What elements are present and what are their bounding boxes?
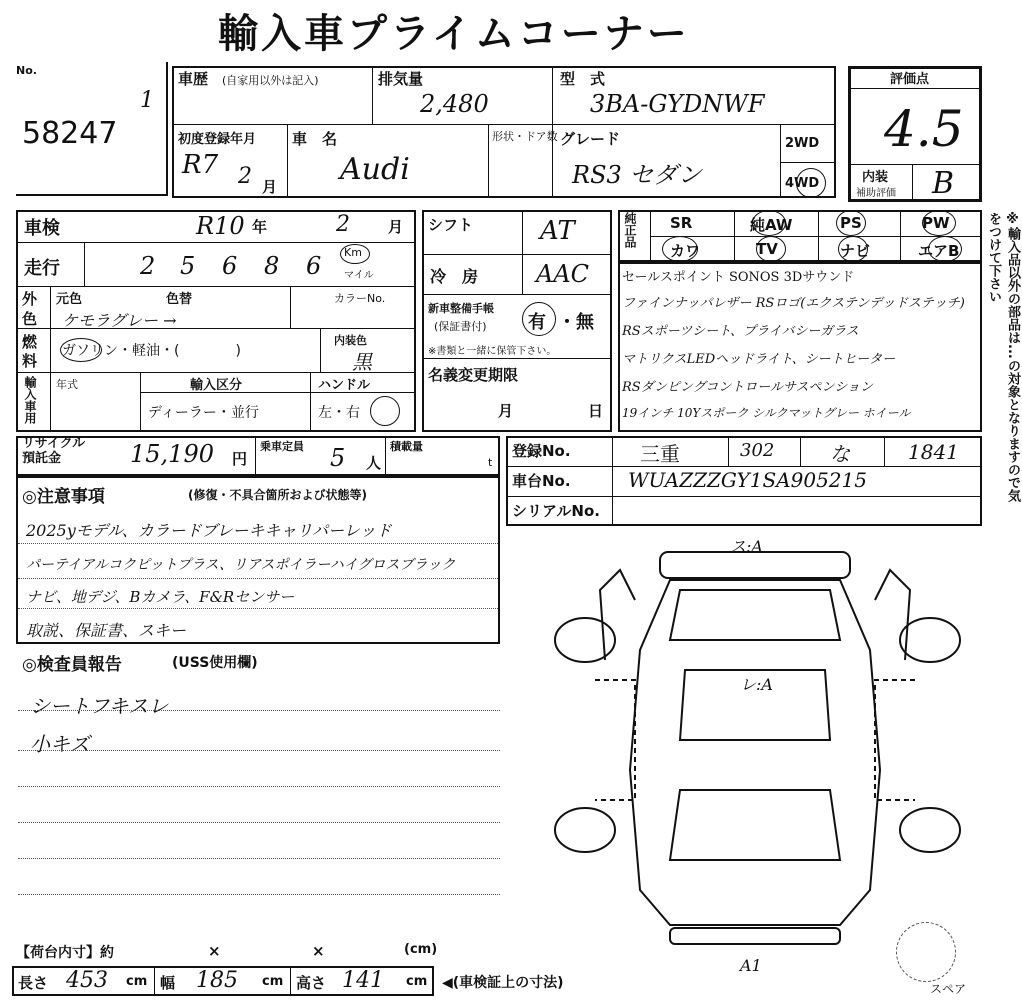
displacement-value: 2,480 [420,90,489,118]
mileage-d2: 5 [180,252,196,280]
chassis-label: 車台No. [512,472,571,490]
serial-label: シリアルNo. [512,502,600,520]
reg-class: 302 [740,440,775,461]
repaint-label: 色替 [166,292,193,307]
wheel-rear-left [555,808,615,852]
sales-line-6: 19インチ 10Yスポーク シルクマットグレー ホイール [622,406,911,420]
ac-value: AAC [536,260,590,288]
drive-4wd: 4WD [785,176,820,191]
color-label-1: 外 [22,290,38,308]
width-unit: cm [262,974,284,989]
drive-2wd: 2WD [785,136,820,151]
recycle-label: リサイクル預託金 [22,436,86,466]
manual-note: ※書類と一緒に保管下さい。 [428,346,557,357]
first-reg-month: 2 [238,164,252,189]
note-line-3: ナビ、地デジ、Bカメラ、F&Rセンサー [26,588,295,606]
equip-airbag: エアB [918,242,960,260]
diagram-bottom-note: A1 [740,956,762,975]
mile-label: マイル [344,270,374,281]
sales-line-2: ファインナッパレザー RSロゴ(エクステンデッドステッチ) [622,296,965,311]
mileage-d3: 6 [222,252,238,280]
year-unit: 年 [252,218,268,236]
mileage-d1: 2 [140,252,156,280]
windshield [670,590,840,640]
dimensions-note: ◀(車検証上の寸法) [442,975,564,991]
score-value: 4.5 [884,100,964,158]
sales-line-3: RSスポーツシート、プライバシーガラス [622,324,859,339]
reg-kana: な [830,442,850,466]
height-label: 高さ [296,974,327,992]
lot-suffix: 1 [140,88,154,113]
recycle-unit: 円 [232,450,248,468]
width-label: 幅 [160,974,176,992]
equip-circle-5 [756,236,786,262]
fuel-value: ガソリン・軽油・( ) [62,343,241,359]
manual-no: ・無 [558,312,594,333]
note-line-2: パーテイアルコクピットプラス、リアスポイラーハイグロスブラック [26,557,456,573]
cargo-x1: × [208,942,221,960]
mirror-right [875,570,910,660]
equip-circle-3 [836,210,866,236]
door-right [875,680,915,800]
spare-tire-icon [896,922,956,982]
cargo-label: 【荷台内寸】約 [16,945,114,961]
equip-aw: 純AW [750,216,793,234]
equip-navi: ナビ [840,242,871,260]
history-label: 車歴 [178,70,209,88]
rear-window [670,790,840,860]
manual-yes: 有 [528,312,546,333]
handle-value: 左・右 [318,405,360,421]
equip-leather: カワ [670,242,701,260]
equip-pw: PW [922,214,950,232]
grade-value: RS3 セダン [572,161,702,189]
notes-sub: (修復・不具合箇所および状態等) [188,488,367,502]
shift-label: シフト [428,216,474,234]
mirror-left [600,570,635,660]
lot-number: 58247 [22,116,118,151]
mileage-label: 走行 [24,258,60,279]
reg-num: 1841 [908,440,959,464]
bumper-rear [670,928,840,944]
name-change-month: 月 [498,402,514,420]
load-unit: t [488,456,493,469]
equip-circle-7 [928,236,962,262]
name-change-day: 日 [588,402,604,420]
wheel-front-left [555,618,615,662]
note-line-1: 2025yモデル、カラードブレーキキャリパーレッド [26,521,392,540]
interior-value: B [932,166,955,201]
equip-circle-6 [838,236,871,262]
car-name-value: Audi [340,152,410,187]
mileage-d4: 8 [264,252,280,280]
shaken-label: 車検 [24,218,60,239]
displacement-label: 排気量 [378,70,424,88]
shape-label: 形状・ドア数 [492,130,558,143]
equip-sr: SR [670,214,693,232]
model-value: 3BA-GYDNWF [590,90,765,118]
reg-label: 登録No. [512,442,571,460]
first-reg-label: 初度登録年月 [178,132,257,147]
length-unit: cm [126,974,148,989]
model-year-label: 年式 [56,378,78,391]
interior-sub: 補助評価 [856,188,896,199]
cargo-cm: (cm) [404,942,438,957]
inspector-line-2: 小キズ [30,732,90,756]
side-note: ※輸入品以外の部品は...の対象となりますので気をつけて下さい [986,212,1020,502]
int-color-label: 内装色 [334,334,367,347]
shift-value: AT [540,216,575,246]
fuel-circle [60,338,102,362]
height-value: 141 [342,968,384,993]
grade-label: グレード [560,130,621,148]
drive-4wd-circle [796,168,826,198]
spare-label: スペア [930,982,967,996]
equip-ps: PS [840,214,862,232]
inspector-label: ◎検査員報告 [22,655,122,675]
first-reg-era: R7 [182,150,219,180]
name-change-label: 名義変更期限 [428,366,519,384]
mileage-d5: 6 [306,252,322,280]
ac-label: 冷 房 [430,267,479,286]
orig-color-label: 元色 [56,292,83,307]
inspector-line-1: シートフキスレ [30,694,169,718]
interior-label: 内装 [862,170,889,185]
length-value: 453 [66,968,108,993]
month-unit: 月 [262,178,278,196]
equip-tv: TV [756,240,778,258]
manual-yes-circle [522,302,556,336]
manual-sub: (保証書付) [434,320,487,333]
handle-label: ハンドル [318,378,371,393]
reg-pref: 三重 [640,442,680,466]
car-name-label: 車 名 [292,130,338,148]
height-unit: cm [406,974,428,989]
fuel-label-1: 燃 [22,333,38,351]
car-body [630,580,880,925]
shaken-month: 2 [336,212,350,237]
inspector-sub: (USS使用欄) [172,655,258,671]
chassis-value: WUAZZZGY1SA905215 [628,468,867,492]
note-line-4: 取説、保証書、スキー [26,621,187,640]
length-label: 長さ [18,974,49,992]
history-note: (自家用以外は記入) [222,74,319,87]
import-type-label: 輸入区分 [190,378,243,393]
shaken-era: R10 [196,212,245,240]
orig-color-value: ケモラグレー → [62,311,177,330]
lot-no-label: No. [16,64,37,77]
sales-line-5: RSダンピングコントロールサスペンション [622,380,873,395]
int-color-value: 黒 [352,350,372,374]
capacity-label: 乗車定員 [260,440,304,453]
equip-circle-4 [922,210,956,236]
color-label-2: 色 [22,310,38,328]
recycle-value: 15,190 [130,440,214,468]
notes-label: ◎注意事項 [22,487,105,507]
width-value: 185 [196,968,238,993]
fuel-label-2: 料 [22,352,38,370]
capacity-unit: 人 [366,454,382,472]
km-circle [340,244,370,264]
wheel-rear-right [900,808,960,852]
car-diagram [540,530,980,950]
door-left [595,680,635,800]
cargo-x2: × [312,942,325,960]
page-title: 輸入車プライムコーナー [218,11,690,57]
capacity-value: 5 [330,444,346,472]
color-no-label: カラーNo. [334,292,386,305]
equip-circle-2 [752,210,786,236]
diagram-top-note: ス:A [730,537,763,556]
load-label: 積載量 [390,440,423,453]
sales-line-1: セールスポイント SONOS 3Dサウンド [622,270,855,285]
handle-circle [370,396,400,426]
equipment-label: 純正品 [623,212,637,248]
manual-label: 新車整備手帳 [428,302,494,315]
km-label: Km [344,246,362,259]
import-label: 輸入車用 [23,376,37,424]
sales-line-4: マトリクスLEDヘッドライト、シートヒーター [622,352,896,367]
wheel-front-right [900,618,960,662]
shaken-month-unit: 月 [388,218,404,236]
import-type-value: ディーラー・並行 [148,405,259,421]
score-label: 評価点 [890,72,930,87]
model-label: 型 式 [560,70,606,88]
diagram-roof-note: レ:A [740,675,773,694]
equip-circle-1 [662,236,701,262]
